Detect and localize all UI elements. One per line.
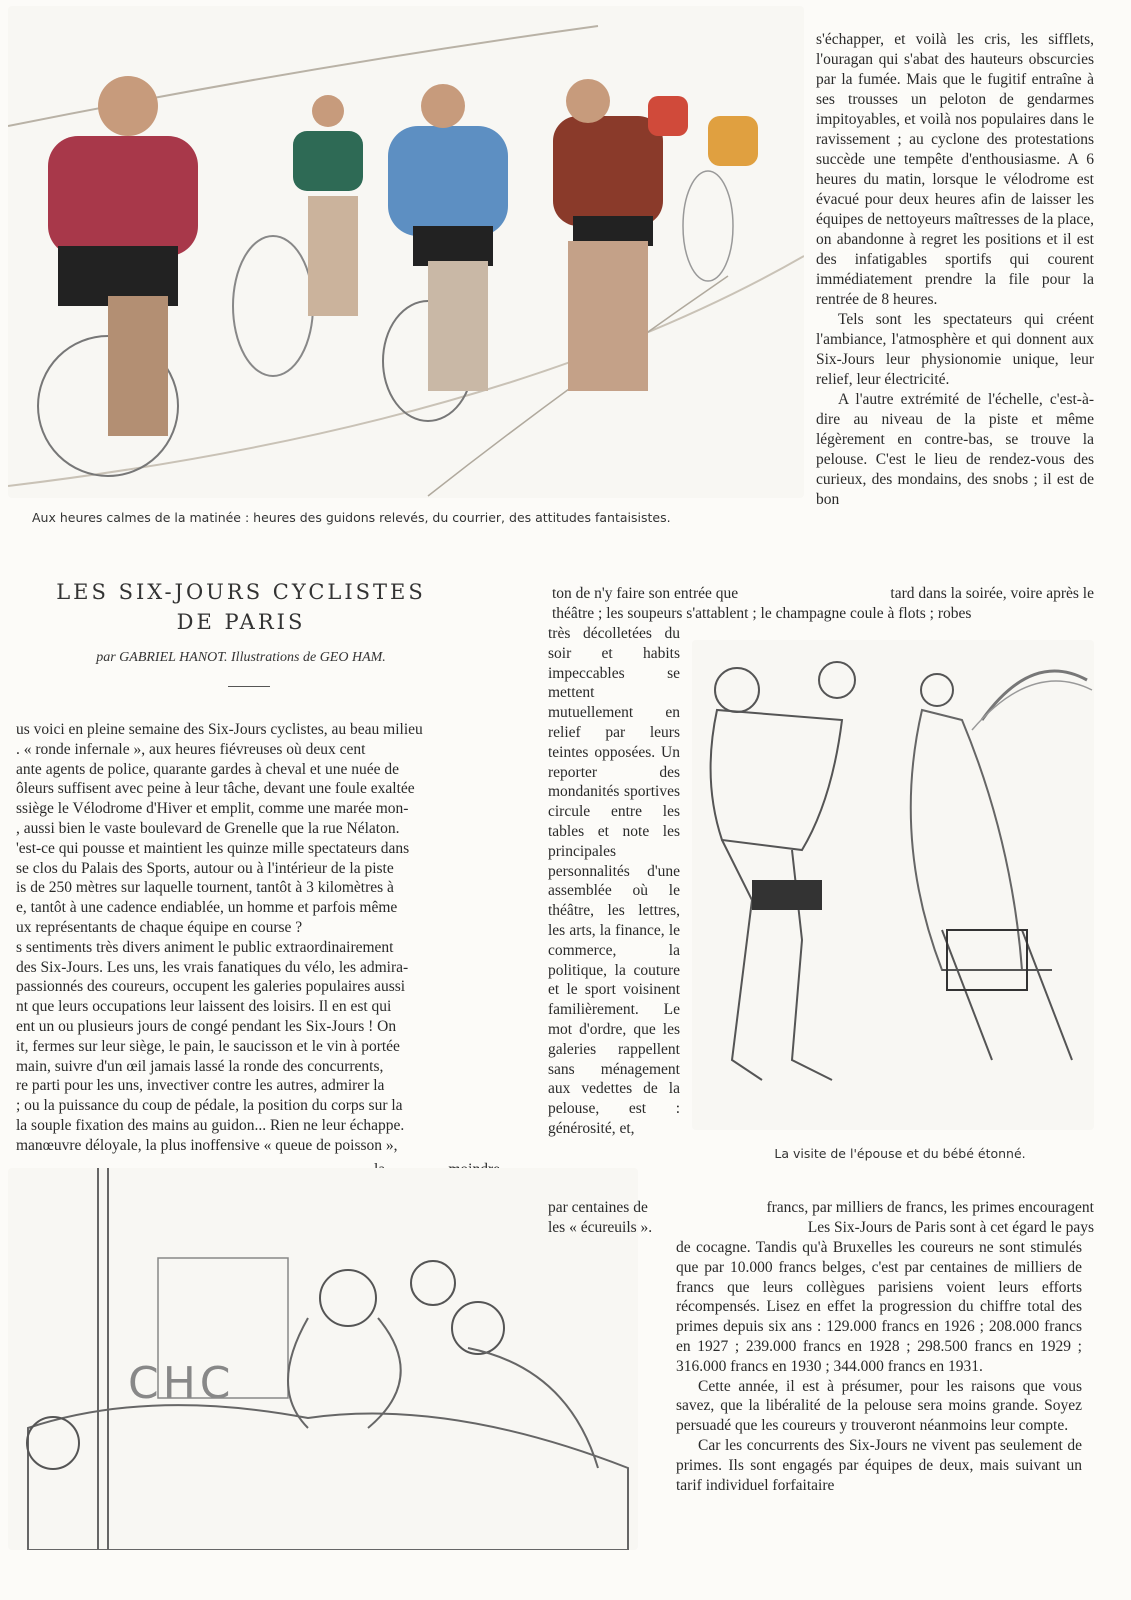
text-line: is de 250 mètres sur laquelle tournent, tantôt à 3 kilomètres à (16, 879, 394, 897)
right-column-top (816, 30, 1094, 510)
cabin-illustration (8, 1168, 638, 1550)
text-line: ux représentants de chaque équipe en course ? (16, 918, 303, 936)
bottom-right-line1-left: par centaines de (548, 1199, 648, 1216)
paragraph: A l'autre extrémité de l'échelle, c'est-à-dire au niveau de la piste et même légèrement en contre-bas, se trouve la pelouse. C'est le lieu de rendez-vous des curieux, des mondains, des snobs ; il est de bon (816, 391, 1094, 508)
bottom-right-line2-left: les « écureuils ». (548, 1219, 653, 1236)
text-line: 'est-ce qui pousse et maintient les quinze mille spectateurs dans (16, 839, 410, 857)
left-column (16, 720, 502, 1156)
paragraph: Tels sont les spectateurs qui créent l'ambiance, l'atmosphère et qui donnent aux Six-Jours leur physionomie unique, leur relief, leur électricité. (816, 311, 1094, 388)
text-line: ent un ou plusieurs jours de congé pendant les Six-Jours ! On (16, 1017, 397, 1035)
article-title-line1: LES SIX-JOURS CYCLISTES (56, 580, 426, 604)
cyclists-illustration (8, 6, 804, 498)
text-line: ante agents de police, quarante gardes à cheval et une nuée de (16, 760, 400, 778)
text-line: la souple fixation des mains au guidon... Rien ne leur échappe. (16, 1116, 405, 1134)
text-line: , aussi bien le vaste boulevard de Grenelle que la rue Nélaton. (16, 819, 400, 837)
spanning-line-2: théâtre ; les soupeurs s'attablent ; le champagne coule à flots ; robes (552, 605, 972, 622)
spanning-line-right: tard dans la soirée, voire après le (890, 585, 1094, 602)
title-rule (228, 686, 270, 687)
spanning-line-left: ton de n'y faire son entrée que (552, 585, 739, 602)
text-line: se clos du Palais des Sports, autour ou à l'intérieur de la piste (16, 859, 394, 877)
article-title-line2: DE PARIS (176, 610, 306, 634)
paragraph: Car les concurrents des Six-Jours ne vivent pas seulement de primes. Ils sont engagés par équipes de deux, mais suivant un tarif individuel forfaitaire (676, 1436, 1082, 1494)
middle-narrow-column: très décolletées du soir et habits impeccables se mettent mutuellement en relief par leurs teintes opposées. Un reporter des mondanités sportives circule entre les tables et note les principales personnalités d'une assemblée où le théâtre, les lettres, les arts, la finance, le commerce, la politique, la couture et le sport voisinent familièrement. Le mot d'ordre, que les galeries rappellent sans ménagement aux vedettes de la pelouse, est : générosité, et, (548, 625, 680, 1137)
text-line: passionnés des coureurs, occupent les galeries populaires aussi (16, 978, 406, 996)
text-line: nt que leurs occupations leur laissent des loisirs. Il en est qui (16, 998, 392, 1016)
visit-illustration (692, 640, 1094, 1130)
text-line: . « ronde infernale », aux heures fiévreuses où deux cent (16, 740, 366, 758)
paragraph: s'échapper, et voilà les cris, les sifflets, l'ouragan qui s'abat des hauteurs obscurcies par la fumée. Mais que le fugitif entraîne à ses trousses un peloton de gendarmes impitoyables, et voilà nos populaires dans le ravissement ; au cyclone des protestations succède une tempête d'enthousiasme. A 6 heures du matin, lorsque le vélodrome est évacué pour deux heures afin de laisser les équipes de nettoyeurs maîtresses de la place, on abandonne à regret les positions et il est des infatigables sportifs qui courent immédiatement prendre la file pour la rentrée de 8 heures. (816, 31, 1094, 308)
text-line: ; ou la puissance du coup de pédale, la position du corps sur la (16, 1097, 403, 1115)
byline: par GABRIEL HANOT. Illustrations de GEO HAM. (96, 650, 386, 665)
wall-sign-text: CHC (128, 1358, 235, 1409)
paragraph: de cocagne. Tandis qu'à Bruxelles les coureurs ne sont stimulés que par 10.000 francs belges, c'est par centaines de milliers de francs que leurs collègues parisiens voient leurs efforts récompensés. Lisez en effet la progression du chiffre total des primes depuis six ans : 129.000 francs en 1926 ; 208.000 francs en 1927 ; 239.000 francs en 1928 ; 298.500 francs en 1929 ; 316.000 francs en 1930 ; 344.000 francs en 1931. (676, 1239, 1082, 1375)
text-line: s sentiments très divers animent le public extraordinairement (16, 938, 394, 956)
text-line: ssiège le Vélodrome d'Hiver et emplit, comme une marée mon- (16, 800, 409, 818)
bottom-right-line2-right: Les Six-Jours de Paris sont à cet égard le pays (807, 1219, 1094, 1236)
paragraph: Cette année, il est à présumer, pour les raisons que vous savez, que la libéralité de la pelouse sera moins grande. Soyez persuadé que les coureurs y trouveront néanmoins leur compte. (676, 1377, 1082, 1435)
bottom-right-line1-right: francs, par milliers de francs, les primes encouragent (766, 1199, 1094, 1216)
right-illustration-caption: La visite de l'épouse et du bébé étonné. (774, 1146, 1026, 1161)
text-line: re parti pour les uns, invectiver contre les autres, admirer la (16, 1077, 385, 1095)
text-line: main, suivre d'un œil jamais lassé la ronde des concurrents, (16, 1057, 384, 1075)
text-line: us voici en pleine semaine des Six-Jours cyclistes, au beau milieu (16, 721, 423, 738)
text-line: des Six-Jours. Les uns, les vrais fanatiques du vélo, les admira- (16, 958, 409, 976)
text-line: it, fermes sur leur siège, le pain, le saucisson et le vin à portée (16, 1037, 400, 1055)
text-line: manœuvre déloyale, la plus inoffensive « queue de poisson », (16, 1136, 398, 1154)
text-line: e, tantôt à une cadence endiablée, un homme et parfois même (16, 899, 398, 917)
text-line: ôleurs suffisent avec peine à leur tâche, devant une foule exaltée (16, 780, 415, 798)
bottom-right-column (676, 1238, 1082, 1495)
top-illustration-caption: Aux heures calmes de la matinée : heures des guidons relevés, du courrier, des attitudes fantaisistes. (32, 510, 671, 525)
